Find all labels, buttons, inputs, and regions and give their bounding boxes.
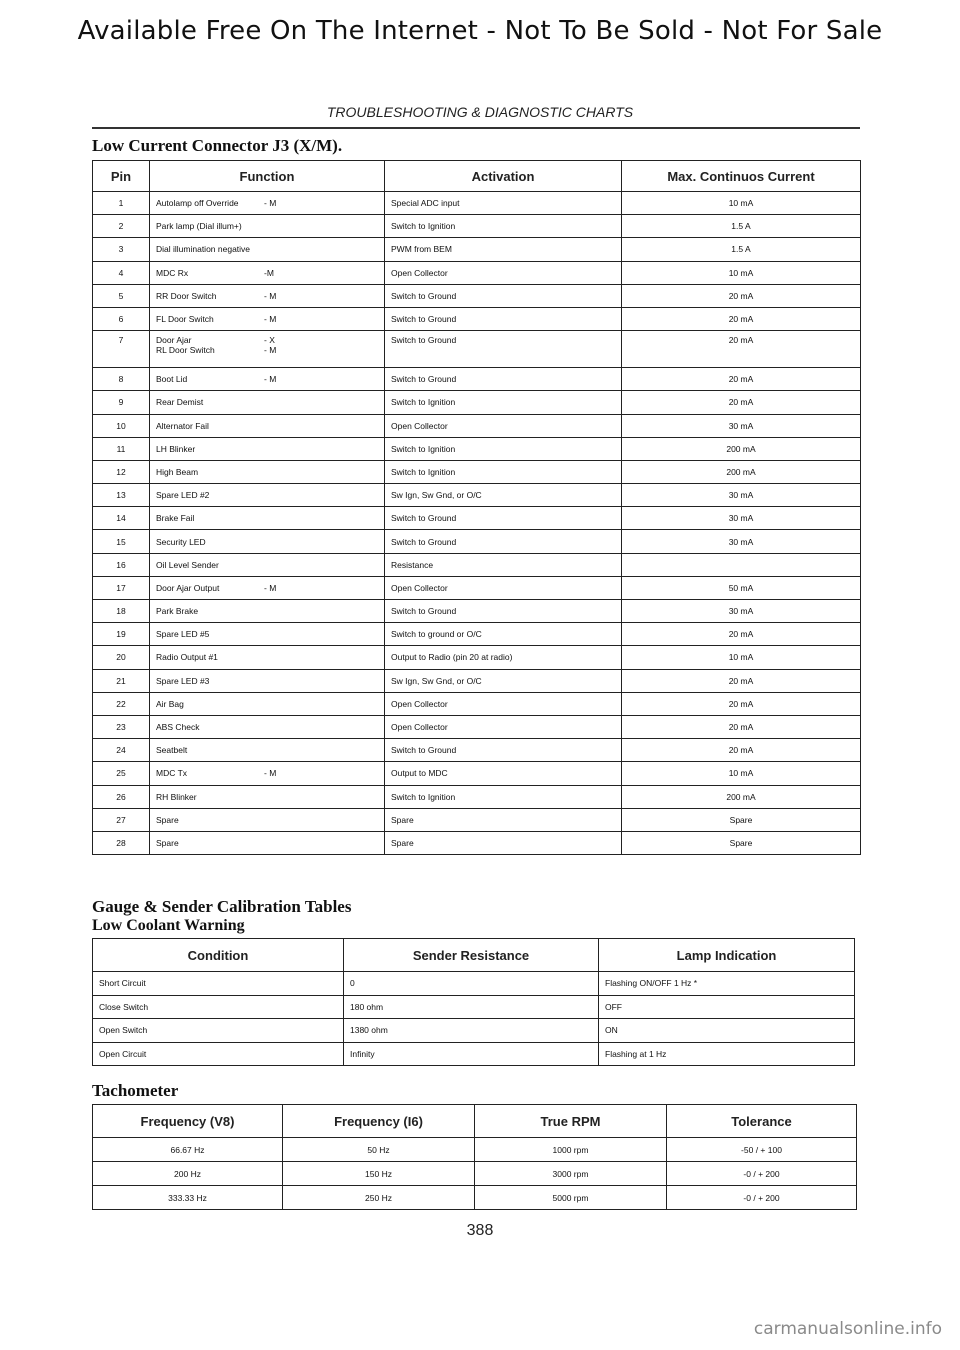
low-coolant-title: Low Coolant Warning	[92, 917, 245, 934]
function-cell	[150, 284, 385, 307]
function-line	[156, 699, 378, 709]
lamp-cell: ON	[599, 1019, 855, 1043]
function-cell	[150, 368, 385, 391]
table-row	[93, 1186, 857, 1210]
tolerance-cell: -0 / + 200	[667, 1162, 857, 1186]
pin-cell: 18	[93, 600, 150, 623]
function-cell	[150, 238, 385, 261]
function-suffix	[264, 815, 324, 825]
function-cell	[150, 437, 385, 460]
condition-cell: Open Circuit	[93, 1042, 344, 1066]
function-line	[156, 244, 378, 254]
function-line	[156, 722, 378, 732]
page-number: 388	[466, 1222, 494, 1239]
function-cell	[150, 192, 385, 215]
function-line	[156, 345, 378, 355]
pin-cell: 21	[93, 669, 150, 692]
function-suffix: - M	[264, 582, 277, 593]
function-line	[156, 768, 378, 778]
pin-cell: 27	[93, 808, 150, 831]
function-line	[156, 560, 378, 570]
column-header-function: Function	[150, 161, 385, 192]
function-cell	[150, 307, 385, 330]
function-line	[156, 513, 378, 523]
function-name: Rear Demist	[156, 397, 204, 408]
lamp-cell: Flashing ON/OFF 1 Hz *	[599, 972, 855, 996]
function-line	[156, 815, 378, 825]
column-header-frequency-v8: Frequency (V8)	[93, 1105, 283, 1138]
function-suffix	[264, 244, 324, 254]
running-head: TROUBLESHOOTING & DIAGNOSTIC CHARTS	[326, 104, 634, 120]
function-line	[156, 745, 378, 755]
function-name: Park Brake	[156, 606, 199, 617]
function-cell	[150, 331, 385, 368]
current-cell: Spare	[622, 831, 861, 854]
function-name: MDC Rx	[156, 267, 189, 278]
current-cell: 200 mA	[622, 437, 861, 460]
table-row	[93, 785, 861, 808]
activation-cell: Switch to Ignition	[385, 785, 622, 808]
pin-cell: 11	[93, 437, 150, 460]
pin-cell: 5	[93, 284, 150, 307]
gauge-calibration-title: Gauge & Sender Calibration Tables	[92, 897, 352, 916]
function-line	[156, 421, 378, 431]
table-row	[93, 715, 861, 738]
function-line	[156, 198, 378, 208]
column-header-tolerance: Tolerance	[667, 1105, 857, 1138]
function-suffix	[264, 745, 324, 755]
current-cell: 20 mA	[622, 284, 861, 307]
current-cell: 30 mA	[622, 507, 861, 530]
function-suffix	[264, 629, 324, 639]
function-name: RR Door Switch	[156, 290, 217, 301]
current-cell: 1.5 A	[622, 215, 861, 238]
function-suffix	[264, 560, 324, 570]
function-suffix	[264, 606, 324, 616]
activation-cell: Switch to Ground	[385, 368, 622, 391]
function-line	[156, 335, 378, 345]
current-cell: 1.5 A	[622, 238, 861, 261]
low-coolant-table	[92, 938, 855, 1066]
activation-cell: Switch to Ground	[385, 284, 622, 307]
function-name: Spare LED #3	[156, 675, 210, 686]
function-cell	[150, 600, 385, 623]
function-suffix	[264, 467, 324, 477]
pin-cell: 20	[93, 646, 150, 669]
current-cell	[622, 553, 861, 576]
header-rule	[92, 127, 860, 129]
function-line	[156, 467, 378, 477]
function-line	[156, 221, 378, 231]
function-name: Radio Output #1	[156, 652, 218, 663]
current-cell: 10 mA	[622, 762, 861, 785]
column-header-activation: Activation	[385, 161, 622, 192]
pin-cell: 1	[93, 192, 150, 215]
function-suffix	[264, 490, 324, 500]
function-name: Spare	[156, 837, 179, 848]
function-line	[156, 490, 378, 500]
pin-cell: 6	[93, 307, 150, 330]
pin-cell: 13	[93, 484, 150, 507]
function-suffix	[264, 699, 324, 709]
pin-cell: 7	[93, 331, 150, 368]
activation-cell: Output to Radio (pin 20 at radio)	[385, 646, 622, 669]
current-cell: 30 mA	[622, 600, 861, 623]
function-cell	[150, 623, 385, 646]
function-name: RL Door Switch	[156, 345, 215, 356]
table-row	[93, 1019, 855, 1043]
function-name: Seatbelt	[156, 745, 188, 756]
current-cell: 30 mA	[622, 484, 861, 507]
function-line	[156, 838, 378, 848]
activation-cell: Resistance	[385, 553, 622, 576]
table-row	[93, 553, 861, 576]
table-row	[93, 739, 861, 762]
table-row	[93, 1162, 857, 1186]
function-cell	[150, 692, 385, 715]
function-cell	[150, 762, 385, 785]
table-row	[93, 261, 861, 284]
function-line	[156, 606, 378, 616]
activation-cell: Switch to Ignition	[385, 215, 622, 238]
function-cell	[150, 646, 385, 669]
function-suffix	[264, 676, 324, 686]
function-name: RH Blinker	[156, 791, 197, 802]
function-name: Boot Lid	[156, 374, 188, 385]
current-cell: 30 mA	[622, 414, 861, 437]
current-cell: Spare	[622, 808, 861, 831]
function-name: Autolamp off Override	[156, 198, 239, 209]
pin-cell: 9	[93, 391, 150, 414]
pin-cell: 3	[93, 238, 150, 261]
current-cell: 30 mA	[622, 530, 861, 553]
table-row	[93, 530, 861, 553]
function-suffix: - M	[264, 198, 277, 209]
activation-cell: Open Collector	[385, 576, 622, 599]
function-cell	[150, 484, 385, 507]
table-row	[93, 600, 861, 623]
function-line	[156, 374, 378, 384]
function-suffix: - M	[264, 345, 277, 356]
lamp-cell: OFF	[599, 995, 855, 1019]
column-header-true-rpm: True RPM	[475, 1105, 667, 1138]
table-row	[93, 307, 861, 330]
pin-cell: 12	[93, 460, 150, 483]
activation-cell: Spare	[385, 831, 622, 854]
function-name: Park lamp (Dial illum+)	[156, 221, 242, 232]
function-line	[156, 314, 378, 324]
current-cell: 20 mA	[622, 692, 861, 715]
function-name: Oil Level Sender	[156, 559, 219, 570]
pin-cell: 19	[93, 623, 150, 646]
current-cell: 50 mA	[622, 576, 861, 599]
table-row	[93, 646, 861, 669]
table-row	[93, 972, 855, 996]
table-row	[93, 808, 861, 831]
footer-watermark: carmanualsonline.info	[753, 1319, 942, 1339]
pin-cell: 24	[93, 739, 150, 762]
resistance-cell: 1380 ohm	[344, 1019, 599, 1043]
function-suffix	[264, 722, 324, 732]
table-row	[93, 995, 855, 1019]
function-suffix	[264, 838, 324, 848]
function-cell	[150, 576, 385, 599]
table-row	[93, 391, 861, 414]
function-suffix: - M	[264, 314, 277, 325]
pin-cell: 16	[93, 553, 150, 576]
column-header-pin: Pin	[93, 161, 150, 192]
function-cell	[150, 808, 385, 831]
rpm-cell: 3000 rpm	[475, 1162, 667, 1186]
condition-cell: Open Switch	[93, 1019, 344, 1043]
frequency-i6-cell: 250 Hz	[283, 1186, 475, 1210]
current-cell: 200 mA	[622, 785, 861, 808]
table-row	[93, 192, 861, 215]
table-row	[93, 1042, 855, 1066]
activation-cell: Open Collector	[385, 414, 622, 437]
pin-cell: 25	[93, 762, 150, 785]
condition-cell: Short Circuit	[93, 972, 344, 996]
table-header-row	[93, 161, 861, 192]
pin-cell: 10	[93, 414, 150, 437]
pin-cell: 2	[93, 215, 150, 238]
table-header-row	[93, 1105, 857, 1138]
function-name: Spare	[156, 814, 179, 825]
function-name: Air Bag	[156, 698, 184, 709]
function-suffix	[264, 421, 324, 431]
frequency-v8-cell: 200 Hz	[93, 1162, 283, 1186]
pin-cell: 14	[93, 507, 150, 530]
pin-cell: 8	[93, 368, 150, 391]
function-cell	[150, 391, 385, 414]
function-suffix: -M	[264, 267, 274, 278]
function-name: Door Ajar	[156, 335, 192, 346]
column-header-frequency-i6: Frequency (I6)	[283, 1105, 475, 1138]
function-cell	[150, 460, 385, 483]
function-name: Spare LED #2	[156, 490, 210, 501]
activation-cell: Switch to Ground	[385, 307, 622, 330]
activation-cell: Switch to Ground	[385, 600, 622, 623]
tolerance-cell: -50 / + 100	[667, 1138, 857, 1162]
function-suffix: - M	[264, 768, 277, 779]
frequency-v8-cell: 333.33 Hz	[93, 1186, 283, 1210]
table-row	[93, 414, 861, 437]
activation-cell: PWM from BEM	[385, 238, 622, 261]
current-cell: 20 mA	[622, 391, 861, 414]
function-line	[156, 537, 378, 547]
activation-cell: Switch to ground or O/C	[385, 623, 622, 646]
function-line	[156, 652, 378, 662]
function-name: Dial illumination negative	[156, 244, 251, 255]
current-cell: 20 mA	[622, 331, 861, 368]
frequency-i6-cell: 150 Hz	[283, 1162, 475, 1186]
function-cell	[150, 739, 385, 762]
pin-cell: 28	[93, 831, 150, 854]
current-cell: 10 mA	[622, 646, 861, 669]
function-line	[156, 268, 378, 278]
function-line	[156, 629, 378, 639]
tachometer-table	[92, 1104, 857, 1210]
current-cell: 10 mA	[622, 192, 861, 215]
function-name: Door Ajar Output	[156, 582, 220, 593]
function-cell	[150, 785, 385, 808]
activation-cell: Output to MDC	[385, 762, 622, 785]
column-header-lamp-indication: Lamp Indication	[599, 939, 855, 972]
column-header-sender-resistance: Sender Resistance	[344, 939, 599, 972]
function-suffix: - M	[264, 290, 277, 301]
pin-cell: 17	[93, 576, 150, 599]
activation-cell: Switch to Ground	[385, 530, 622, 553]
table-row	[93, 1138, 857, 1162]
pin-cell: 23	[93, 715, 150, 738]
pin-cell: 15	[93, 530, 150, 553]
function-name: Security LED	[156, 536, 206, 547]
table-row	[93, 437, 861, 460]
condition-cell: Close Switch	[93, 995, 344, 1019]
current-cell: 20 mA	[622, 715, 861, 738]
function-suffix	[264, 513, 324, 523]
function-cell	[150, 530, 385, 553]
function-line	[156, 792, 378, 802]
table-row	[93, 215, 861, 238]
table-row	[93, 460, 861, 483]
function-suffix	[264, 397, 324, 407]
activation-cell: Switch to Ground	[385, 507, 622, 530]
function-name: Brake Fail	[156, 513, 195, 524]
function-name: FL Door Switch	[156, 314, 214, 325]
tachometer-title: Tachometer	[92, 1081, 179, 1100]
connector-j3-table	[92, 160, 861, 855]
function-cell	[150, 215, 385, 238]
table-row	[93, 623, 861, 646]
activation-cell: Switch to Ignition	[385, 437, 622, 460]
function-cell	[150, 414, 385, 437]
resistance-cell: Infinity	[344, 1042, 599, 1066]
activation-cell: Switch to Ground	[385, 739, 622, 762]
function-line	[156, 444, 378, 454]
table-row	[93, 507, 861, 530]
function-name: High Beam	[156, 466, 199, 477]
table-row	[93, 692, 861, 715]
function-name: Spare LED #5	[156, 629, 210, 640]
function-name: Alternator Fail	[156, 420, 209, 431]
lamp-cell: Flashing at 1 Hz	[599, 1042, 855, 1066]
function-cell	[150, 553, 385, 576]
function-suffix	[264, 652, 324, 662]
table-row	[93, 831, 861, 854]
frequency-v8-cell: 66.67 Hz	[93, 1138, 283, 1162]
rpm-cell: 5000 rpm	[475, 1186, 667, 1210]
function-suffix: - M	[264, 374, 277, 385]
function-suffix	[264, 537, 324, 547]
tolerance-cell: -0 / + 200	[667, 1186, 857, 1210]
function-name: ABS Check	[156, 722, 200, 733]
table-row	[93, 331, 861, 368]
function-line	[156, 676, 378, 686]
column-header-condition: Condition	[93, 939, 344, 972]
table-row	[93, 484, 861, 507]
function-name: LH Blinker	[156, 443, 196, 454]
current-cell: 20 mA	[622, 368, 861, 391]
pin-cell: 22	[93, 692, 150, 715]
table-row	[93, 576, 861, 599]
activation-cell: Open Collector	[385, 261, 622, 284]
function-suffix	[264, 792, 324, 802]
table-row	[93, 669, 861, 692]
activation-cell: Switch to Ground	[385, 331, 622, 368]
frequency-i6-cell: 50 Hz	[283, 1138, 475, 1162]
current-cell: 20 mA	[622, 623, 861, 646]
table-row	[93, 284, 861, 307]
current-cell: 20 mA	[622, 669, 861, 692]
function-line	[156, 291, 378, 301]
function-line	[156, 583, 378, 593]
pin-cell: 4	[93, 261, 150, 284]
activation-cell: Sw Ign, Sw Gnd, or O/C	[385, 669, 622, 692]
function-suffix	[264, 221, 324, 231]
activation-cell: Open Collector	[385, 692, 622, 715]
function-suffix: - X	[264, 335, 275, 346]
function-cell	[150, 261, 385, 284]
activation-cell: Switch to Ignition	[385, 391, 622, 414]
activation-cell: Sw Ign, Sw Gnd, or O/C	[385, 484, 622, 507]
function-cell	[150, 831, 385, 854]
activation-cell: Switch to Ignition	[385, 460, 622, 483]
function-cell	[150, 715, 385, 738]
table-row	[93, 368, 861, 391]
connector-j3-title: Low Current Connector J3 (X/M).	[92, 136, 343, 155]
activation-cell: Special ADC input	[385, 192, 622, 215]
activation-cell: Spare	[385, 808, 622, 831]
function-suffix	[264, 444, 324, 454]
table-row	[93, 238, 861, 261]
resistance-cell: 180 ohm	[344, 995, 599, 1019]
function-cell	[150, 669, 385, 692]
activation-cell: Open Collector	[385, 715, 622, 738]
table-header-row	[93, 939, 855, 972]
watermark-banner: Available Free On The Internet - Not To Be Sold - Not For Sale	[77, 16, 883, 46]
function-cell	[150, 507, 385, 530]
current-cell: 10 mA	[622, 261, 861, 284]
current-cell: 200 mA	[622, 460, 861, 483]
pin-cell: 26	[93, 785, 150, 808]
column-header-max-current: Max. Continuos Current	[622, 161, 861, 192]
resistance-cell: 0	[344, 972, 599, 996]
function-name: MDC Tx	[156, 768, 188, 779]
table-row	[93, 762, 861, 785]
function-line	[156, 397, 378, 407]
current-cell: 20 mA	[622, 739, 861, 762]
current-cell: 20 mA	[622, 307, 861, 330]
rpm-cell: 1000 rpm	[475, 1138, 667, 1162]
